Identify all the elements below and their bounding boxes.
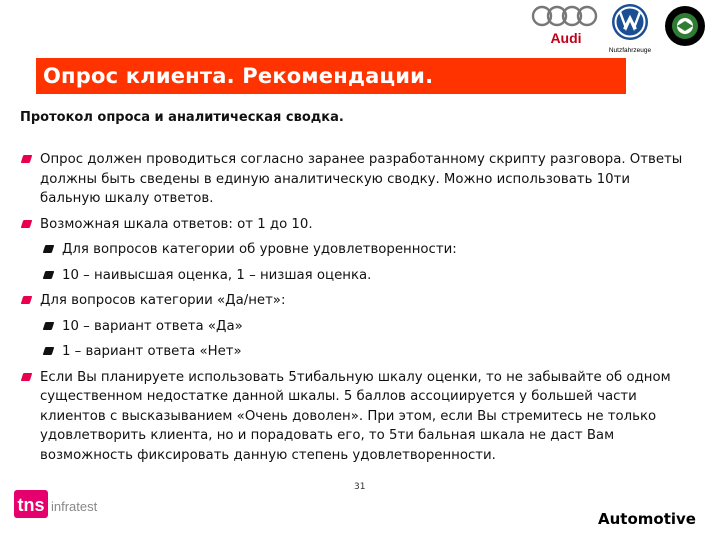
bullet-marker bbox=[43, 245, 55, 253]
list-item: 10 – вариант ответа «Да» bbox=[20, 317, 690, 337]
slide-title: Опрос клиента. Рекомендации. bbox=[36, 58, 626, 94]
list-item: 10 – наивысшая оценка, 1 – низшая оценка. bbox=[20, 266, 690, 286]
bullet-marker bbox=[21, 296, 33, 304]
list-item: Для вопросов категории «Да/нет»: bbox=[20, 291, 690, 311]
list-item: Опрос должен проводиться согласно заранее разработанному скрипту разговора. Ответы должны быть сведены в единую аналитическую сводку. Можно использовать 10ти бальную шкалу ответов. bbox=[20, 150, 690, 209]
automotive-label: Automotive bbox=[598, 510, 696, 528]
list-item: 1 – вариант ответа «Нет» bbox=[20, 342, 690, 362]
list-item: Возможная шкала ответов: от 1 до 10. bbox=[20, 215, 690, 235]
skoda-logo-icon bbox=[664, 5, 706, 47]
svg-text:Audi: Audi bbox=[550, 30, 582, 46]
svg-text:infratest: infratest bbox=[51, 499, 98, 514]
bullet-marker bbox=[21, 220, 33, 228]
list-item: Для вопросов категории об уровне удовлетворенности: bbox=[20, 240, 690, 260]
vw-logo bbox=[605, 2, 655, 57]
svg-text:Nutzfahrzeuge: Nutzfahrzeuge bbox=[608, 47, 652, 54]
bullet-list bbox=[20, 150, 690, 471]
bullet-marker bbox=[43, 322, 55, 330]
audi-logo bbox=[530, 2, 602, 46]
bullet-marker bbox=[21, 373, 33, 381]
list-item: Если Вы планируете использовать 5тибальную шкалу оценки, то не забывайте об одном существенном недостатке данной шкалы. 5 баллов ассоциируется у большей части клиентов с высказыванием «Очень доволен». При этом, если Вы стремитесь не только удовлетворить клиента, но и порадовать его, то 5ти бальная шкала не даст Вам возможность фиксировать данную степень удовлетворенности. bbox=[20, 368, 690, 466]
bullet-marker bbox=[43, 271, 55, 279]
bullet-marker bbox=[43, 347, 55, 355]
page-number: 31 bbox=[354, 482, 366, 492]
tns-infratest-logo bbox=[14, 486, 106, 522]
bullet-marker bbox=[21, 155, 33, 163]
slide-subtitle: Протокол опроса и аналитическая сводка. bbox=[20, 110, 344, 125]
svg-text:tns: tns bbox=[17, 495, 45, 515]
